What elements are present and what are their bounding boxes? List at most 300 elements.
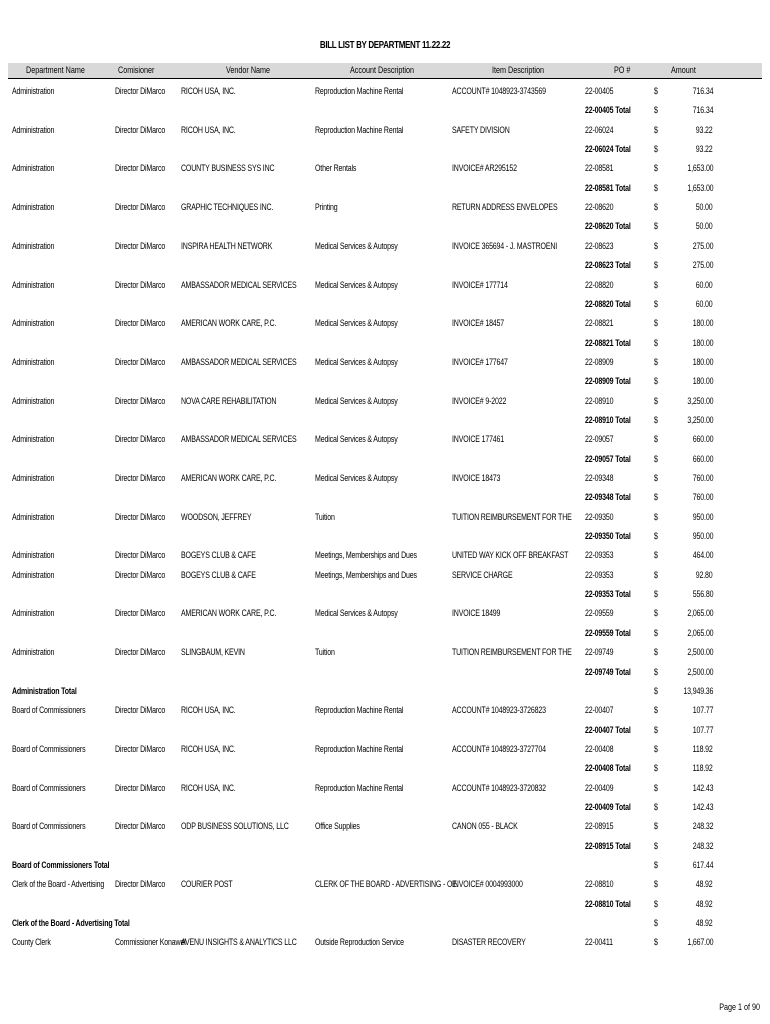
cell-amount: 142.43	[692, 782, 713, 793]
cell-vendor: RICOH USA, INC.	[181, 86, 236, 96]
cell-currency: $	[654, 473, 658, 483]
cell-commissioner: Director DiMarco	[115, 550, 166, 561]
cell-vendor: WOODSON, JEFFREY	[181, 511, 252, 522]
cell-po: 22-09559 Total	[585, 627, 631, 638]
cell-department: Board of Commissioners	[12, 782, 86, 793]
cell-amount: 48.92	[696, 879, 713, 890]
table-row	[0, 299, 770, 313]
cell-currency: $	[654, 163, 658, 174]
cell-commissioner: Director DiMarco	[115, 202, 166, 213]
cell-currency: $	[654, 182, 658, 193]
table-row	[0, 860, 770, 874]
cell-commissioner: Director DiMarco	[115, 743, 166, 754]
cell-vendor: NOVA CARE REHABILITATION	[181, 395, 277, 406]
cell-po: 22-09350	[585, 511, 614, 522]
cell-po: 22-08620 Total	[585, 221, 631, 232]
cell-item: ACCOUNT# 1048923-3726823	[452, 705, 546, 716]
report-title: BILL LIST BY DEPARTMENT 11.22.22	[319, 40, 451, 51]
table-row	[0, 202, 770, 216]
cell-item: INVOICE# 0004993000	[452, 879, 523, 890]
cell-account: Meetings, Memberships and Dues	[315, 569, 417, 580]
table-row	[0, 550, 770, 564]
cell-currency: $	[654, 240, 658, 251]
cell-currency: $	[654, 879, 658, 890]
cell-department: Administration	[12, 202, 55, 213]
cell-currency: $	[654, 608, 658, 619]
cell-vendor: AVENU INSIGHTS & ANALYTICS LLC	[181, 937, 297, 948]
cell-amount: 60.00	[696, 279, 713, 290]
cell-currency: $	[654, 569, 658, 580]
cell-department: Administration	[12, 434, 55, 445]
cell-currency: $	[654, 937, 658, 948]
cell-item: TUITION REIMBURSEMENT FOR THE	[452, 511, 572, 522]
cell-vendor: COUNTY BUSINESS SYS INC	[181, 163, 275, 174]
table-row	[0, 686, 770, 700]
cell-amount: 1,653.00	[686, 182, 713, 193]
cell-amount: 2,500.00	[686, 666, 713, 677]
cell-amount: 60.00	[696, 298, 713, 309]
cell-po: 22-00409 Total	[585, 801, 631, 812]
table-row	[0, 260, 770, 274]
table-row	[0, 744, 770, 758]
cell-currency: $	[654, 724, 658, 735]
table-row	[0, 531, 770, 545]
col-item: Item Description	[492, 65, 545, 75]
cell-vendor: ODP BUSINESS SOLUTIONS, LLC	[181, 821, 289, 832]
cell-amount: 180.00	[692, 376, 713, 387]
cell-amount: 50.00	[696, 221, 713, 232]
cell-amount: 118.92	[692, 743, 713, 754]
cell-currency: $	[654, 550, 658, 561]
cell-vendor: AMBASSADOR MEDICAL SERVICES	[181, 434, 297, 445]
col-po: PO #	[614, 65, 631, 75]
cell-amount: 180.00	[692, 356, 713, 367]
table-row	[0, 725, 770, 739]
cell-department: County Clerk	[12, 937, 51, 948]
cell-po: 22-08623	[585, 240, 614, 251]
cell-account: Reproduction Machine Rental	[315, 782, 404, 793]
cell-vendor: AMBASSADOR MEDICAL SERVICES	[181, 279, 297, 290]
cell-amount: 275.00	[692, 240, 713, 251]
table-row	[0, 879, 770, 893]
table-row	[0, 705, 770, 719]
cell-commissioner: Director DiMarco	[115, 608, 166, 619]
table-row	[0, 937, 770, 951]
cell-amount: 2,065.00	[686, 608, 713, 619]
table-row	[0, 802, 770, 816]
cell-currency: $	[654, 221, 658, 232]
cell-amount: 180.00	[692, 318, 713, 329]
cell-vendor: RICOH USA, INC.	[181, 705, 236, 716]
table-row	[0, 125, 770, 139]
cell-department: Administration	[12, 163, 55, 174]
cell-department: Administration	[12, 608, 55, 619]
table-row	[0, 86, 770, 100]
table-row	[0, 628, 770, 642]
table-row	[0, 783, 770, 797]
cell-currency: $	[654, 337, 658, 348]
cell-amount: 48.92	[696, 898, 713, 909]
cell-po: 22-08821	[585, 318, 614, 329]
table-row	[0, 667, 770, 681]
cell-item: CANON 055 - BLACK	[452, 821, 518, 832]
cell-currency: $	[654, 144, 658, 155]
cell-currency: $	[654, 898, 658, 909]
cell-po: 22-09057	[585, 434, 614, 445]
table-row	[0, 376, 770, 390]
cell-vendor: RICOH USA, INC.	[181, 743, 236, 754]
cell-item: INVOICE# 9-2022	[452, 395, 507, 406]
cell-department: Administration	[12, 647, 55, 658]
cell-po: 22-08581	[585, 163, 614, 174]
cell-vendor: AMERICAN WORK CARE, P.C.	[181, 608, 277, 619]
cell-amount: 3,250.00	[686, 414, 713, 425]
cell-currency: $	[654, 434, 658, 445]
cell-po: 22-09350 Total	[585, 531, 631, 542]
col-commissioner: Comisioner	[118, 65, 155, 75]
cell-po: 22-00408	[585, 743, 614, 754]
cell-commissioner: Director DiMarco	[115, 163, 166, 174]
cell-account: Medical Services & Autopsy	[315, 395, 398, 406]
table-row	[0, 763, 770, 777]
page-number: Page 1 of 90	[719, 1002, 760, 1012]
cell-currency: $	[654, 763, 658, 774]
table-row	[0, 105, 770, 119]
cell-vendor: AMERICAN WORK CARE, P.C.	[181, 473, 277, 483]
cell-po: 22-08915	[585, 821, 614, 832]
cell-commissioner: Director DiMarco	[115, 395, 166, 406]
cell-currency: $	[654, 414, 658, 425]
cell-amount: 950.00	[692, 511, 713, 522]
cell-vendor: AMBASSADOR MEDICAL SERVICES	[181, 356, 297, 367]
cell-amount: 716.34	[692, 105, 713, 116]
cell-po: 22-09353	[585, 550, 614, 561]
cell-item: UNITED WAY KICK OFF BREAKFAST	[452, 550, 569, 561]
cell-account: Medical Services & Autopsy	[315, 434, 398, 445]
cell-amount: 180.00	[692, 337, 713, 348]
cell-commissioner: Director DiMarco	[115, 86, 166, 96]
cell-vendor: COURIER POST	[181, 879, 233, 890]
cell-commissioner: Director DiMarco	[115, 782, 166, 793]
cell-item: INVOICE 18499	[452, 608, 501, 619]
cell-amount: 3,250.00	[686, 395, 713, 406]
cell-amount: 660.00	[692, 434, 713, 445]
cell-currency: $	[654, 821, 658, 832]
table-row	[0, 163, 770, 177]
cell-item: DISASTER RECOVERY	[452, 937, 526, 948]
cell-po: 22-08820 Total	[585, 298, 631, 309]
cell-amount: 50.00	[696, 202, 713, 213]
cell-currency: $	[654, 511, 658, 522]
cell-amount: 275.00	[692, 260, 713, 271]
table-row	[0, 512, 770, 526]
cell-account: Office Supplies	[315, 821, 360, 832]
cell-item: SAFETY DIVISION	[452, 124, 510, 135]
cell-currency: $	[654, 801, 658, 812]
cell-po: 22-00407 Total	[585, 724, 631, 735]
column-header-row	[8, 63, 762, 79]
cell-amount: 950.00	[692, 531, 713, 542]
cell-amount: 617.44	[692, 860, 713, 870]
cell-department: Administration	[12, 86, 55, 96]
cell-po: 22-00409	[585, 782, 614, 793]
table-row	[0, 221, 770, 235]
table-row	[0, 608, 770, 622]
cell-commissioner: Director DiMarco	[115, 705, 166, 716]
cell-department: Administration	[12, 395, 55, 406]
cell-po: 22-09348	[585, 473, 614, 483]
cell-amount: 93.22	[696, 124, 713, 135]
cell-currency: $	[654, 105, 658, 116]
cell-department: Administration	[12, 569, 55, 580]
cell-commissioner: Director DiMarco	[115, 318, 166, 329]
cell-vendor: RICOH USA, INC.	[181, 124, 236, 135]
cell-account: Medical Services & Autopsy	[315, 240, 398, 251]
cell-currency: $	[654, 685, 658, 696]
cell-currency: $	[654, 918, 658, 929]
cell-commissioner: Director DiMarco	[115, 356, 166, 367]
cell-po: 22-09353	[585, 569, 614, 580]
cell-po: 22-06024 Total	[585, 144, 631, 155]
cell-amount: 2,500.00	[686, 647, 713, 658]
cell-po: 22-08909	[585, 356, 614, 367]
table-row	[0, 183, 770, 197]
cell-commissioner: Director DiMarco	[115, 240, 166, 251]
table-row	[0, 357, 770, 371]
cell-currency: $	[654, 705, 658, 716]
cell-po: 22-09348 Total	[585, 492, 631, 503]
cell-amount: 107.77	[692, 724, 713, 735]
cell-item: INVOICE 365694 - J. MASTROENI	[452, 240, 558, 251]
cell-commissioner: Director DiMarco	[115, 473, 166, 483]
cell-department: Clerk of the Board - Advertising Total	[12, 918, 130, 929]
table-row	[0, 899, 770, 913]
cell-account: Reproduction Machine Rental	[315, 86, 404, 96]
cell-account: Reproduction Machine Rental	[315, 743, 404, 754]
cell-vendor: INSPIRA HEALTH NETWORK	[181, 240, 273, 251]
cell-po: 22-09559	[585, 608, 614, 619]
cell-amount: 248.32	[692, 840, 713, 851]
cell-amount: 248.32	[692, 821, 713, 832]
cell-department: Administration	[12, 318, 55, 329]
cell-amount: 760.00	[692, 492, 713, 503]
cell-currency: $	[654, 318, 658, 329]
cell-amount: 93.22	[696, 144, 713, 155]
cell-amount: 464.00	[692, 550, 713, 561]
cell-po: 22-00405	[585, 86, 614, 96]
cell-currency: $	[654, 202, 658, 213]
cell-item: INVOICE# 177647	[452, 356, 508, 367]
cell-currency: $	[654, 589, 658, 600]
cell-department: Administration	[12, 279, 55, 290]
cell-po: 22-00411	[585, 937, 613, 948]
cell-currency: $	[654, 666, 658, 677]
col-department: Department Name	[26, 65, 85, 75]
cell-po: 22-09749	[585, 647, 614, 658]
cell-commissioner: Director DiMarco	[115, 569, 166, 580]
cell-po: 22-08821 Total	[585, 337, 631, 348]
cell-account: Reproduction Machine Rental	[315, 124, 404, 135]
cell-amount: 1,667.00	[686, 937, 713, 948]
cell-department: Administration	[12, 240, 55, 251]
cell-po: 22-08810	[585, 879, 614, 890]
cell-currency: $	[654, 260, 658, 271]
cell-department: Clerk of the Board - Advertising	[12, 879, 105, 890]
cell-item: ACCOUNT# 1048923-3743569	[452, 86, 546, 96]
cell-account: Printing	[315, 202, 338, 213]
cell-po: 22-08623 Total	[585, 260, 631, 271]
cell-department: Administration	[12, 550, 55, 561]
cell-po: 22-08620	[585, 202, 614, 213]
cell-po: 22-00407	[585, 705, 614, 716]
table-row	[0, 918, 770, 932]
cell-account: Medical Services & Autopsy	[315, 318, 398, 329]
table-row	[0, 821, 770, 835]
cell-account: Reproduction Machine Rental	[315, 705, 404, 716]
cell-department: Board of Commissioners	[12, 705, 86, 716]
table-row	[0, 241, 770, 255]
cell-po: 22-08810 Total	[585, 898, 631, 909]
cell-account: Medical Services & Autopsy	[315, 473, 398, 483]
table-row	[0, 144, 770, 158]
cell-account: Meetings, Memberships and Dues	[315, 550, 417, 561]
cell-po: 22-09353 Total	[585, 589, 631, 600]
cell-account: Tuition	[315, 647, 335, 658]
cell-account: CLERK OF THE BOARD - ADVERTISING - OE	[315, 879, 457, 890]
cell-vendor: SLINGBAUM, KEVIN	[181, 647, 245, 658]
cell-amount: 716.34	[692, 86, 713, 96]
cell-commissioner: Commissioner Konawel	[115, 937, 186, 948]
cell-item: TUITION REIMBURSEMENT FOR THE	[452, 647, 572, 658]
cell-commissioner: Director DiMarco	[115, 511, 166, 522]
cell-amount: 142.43	[692, 801, 713, 812]
cell-currency: $	[654, 298, 658, 309]
cell-commissioner: Director DiMarco	[115, 279, 166, 290]
cell-vendor: BOGEYS CLUB & CAFE	[181, 550, 256, 561]
cell-item: RETURN ADDRESS ENVELOPES	[452, 202, 558, 213]
col-account: Account Description	[350, 65, 415, 75]
cell-item: ACCOUNT# 1048923-3727704	[452, 743, 546, 754]
cell-account: Medical Services & Autopsy	[315, 279, 398, 290]
cell-currency: $	[654, 782, 658, 793]
cell-currency: $	[654, 860, 658, 870]
cell-currency: $	[654, 743, 658, 754]
cell-po: 22-08909 Total	[585, 376, 631, 387]
table-row	[0, 280, 770, 294]
cell-account: Medical Services & Autopsy	[315, 356, 398, 367]
table-row	[0, 570, 770, 584]
cell-currency: $	[654, 86, 658, 96]
cell-amount: 92.80	[696, 569, 713, 580]
cell-currency: $	[654, 531, 658, 542]
cell-po: 22-09749 Total	[585, 666, 631, 677]
cell-commissioner: Director DiMarco	[115, 434, 166, 445]
cell-item: SERVICE CHARGE	[452, 569, 513, 580]
table-row	[0, 338, 770, 352]
cell-currency: $	[654, 356, 658, 367]
cell-currency: $	[654, 647, 658, 658]
table-row	[0, 589, 770, 603]
cell-vendor: AMERICAN WORK CARE, P.C.	[181, 318, 277, 329]
cell-commissioner: Director DiMarco	[115, 879, 166, 890]
cell-department: Administration	[12, 124, 55, 135]
col-vendor: Vendor Name	[226, 65, 271, 75]
cell-amount: 760.00	[692, 473, 713, 483]
cell-department: Administration	[12, 356, 55, 367]
cell-amount: 1,653.00	[686, 163, 713, 174]
cell-currency: $	[654, 840, 658, 851]
cell-amount: 48.92	[696, 918, 713, 929]
table-row	[0, 434, 770, 448]
cell-po: 22-09057 Total	[585, 453, 631, 464]
cell-po: 22-06024	[585, 124, 614, 135]
cell-amount: 118.92	[692, 763, 713, 774]
cell-account: Medical Services & Autopsy	[315, 608, 398, 619]
cell-currency: $	[654, 627, 658, 638]
col-amount: Amount	[671, 65, 696, 75]
cell-commissioner: Director DiMarco	[115, 821, 166, 832]
cell-item: INVOICE# AR295152	[452, 163, 517, 174]
cell-item: INVOICE 177461	[452, 434, 505, 445]
cell-currency: $	[654, 376, 658, 387]
cell-item: ACCOUNT# 1048923-3720832	[452, 782, 546, 793]
cell-amount: 2,065.00	[686, 627, 713, 638]
cell-department: Board of Commissioners	[12, 821, 86, 832]
cell-item: INVOICE# 18457	[452, 318, 505, 329]
cell-department: Administration	[12, 473, 55, 483]
table-row	[0, 318, 770, 332]
cell-amount: 107.77	[692, 705, 713, 716]
cell-vendor: GRAPHIC TECHNIQUES INC.	[181, 202, 274, 213]
table-row	[0, 415, 770, 429]
cell-amount: 556.80	[692, 589, 713, 600]
table-row	[0, 492, 770, 506]
cell-commissioner: Director DiMarco	[115, 124, 166, 135]
cell-item: INVOICE 18473	[452, 473, 501, 483]
cell-po: 22-00405 Total	[585, 105, 631, 116]
cell-vendor: BOGEYS CLUB & CAFE	[181, 569, 256, 580]
cell-item: INVOICE# 177714	[452, 279, 508, 290]
cell-po: 22-00408 Total	[585, 763, 631, 774]
cell-po: 22-08581 Total	[585, 182, 631, 193]
cell-account: Outside Reproduction Service	[315, 937, 404, 948]
cell-commissioner: Director DiMarco	[115, 647, 166, 658]
cell-currency: $	[654, 279, 658, 290]
cell-account: Tuition	[315, 511, 335, 522]
cell-amount: 660.00	[692, 453, 713, 464]
cell-currency: $	[654, 124, 658, 135]
cell-po: 22-08915 Total	[585, 840, 631, 851]
cell-amount: 13,949.36	[683, 685, 713, 696]
cell-vendor: RICOH USA, INC.	[181, 782, 236, 793]
table-row	[0, 841, 770, 855]
cell-account: Other Rentals	[315, 163, 357, 174]
cell-currency: $	[654, 453, 658, 464]
cell-department: Board of Commissioners	[12, 743, 86, 754]
table-row	[0, 454, 770, 468]
cell-po: 22-08820	[585, 279, 614, 290]
cell-department: Administration Total	[12, 685, 77, 696]
cell-currency: $	[654, 395, 658, 406]
cell-department: Board of Commissioners Total	[12, 860, 110, 870]
cell-currency: $	[654, 492, 658, 503]
table-row	[0, 396, 770, 410]
table-row	[0, 473, 770, 487]
cell-po: 22-08910 Total	[585, 414, 631, 425]
cell-po: 22-08910	[585, 395, 614, 406]
table-row	[0, 647, 770, 661]
cell-department: Administration	[12, 511, 55, 522]
